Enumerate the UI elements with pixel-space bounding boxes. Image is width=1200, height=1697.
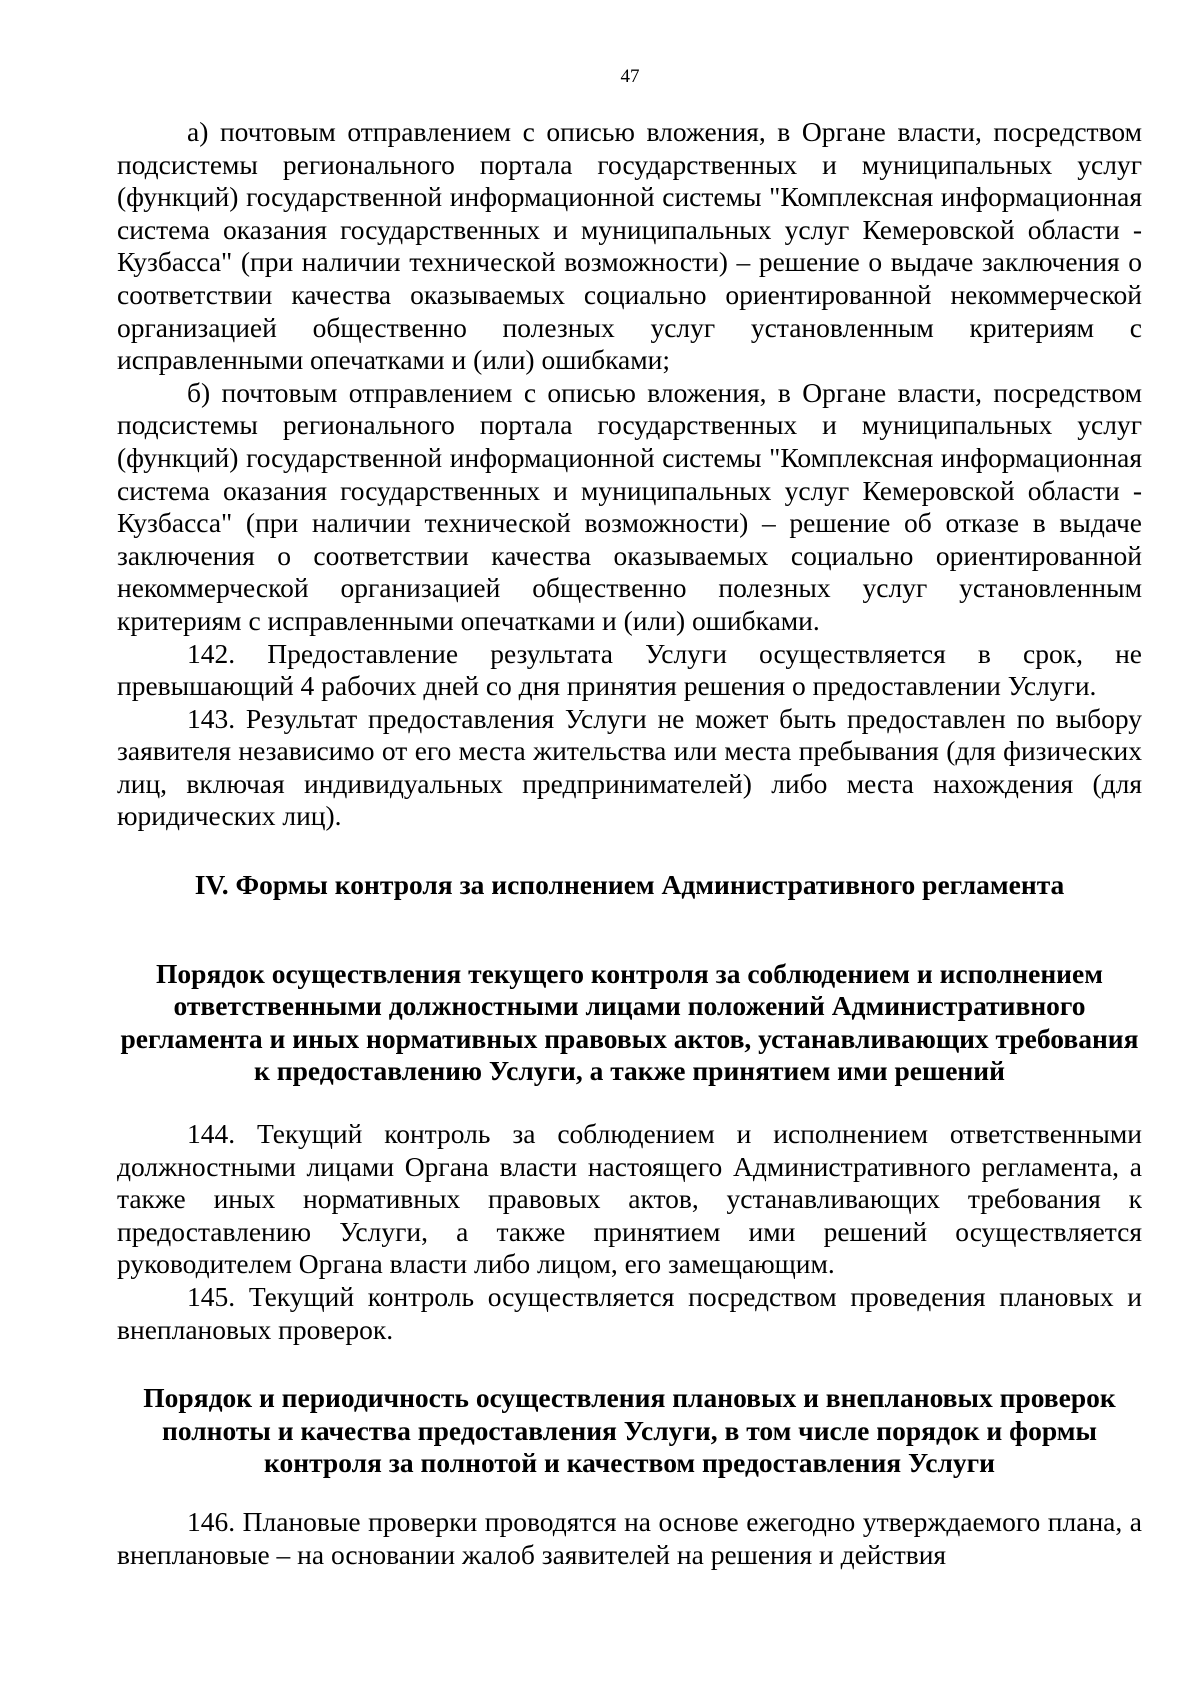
page-number: 47 [620, 66, 640, 87]
document-body [117, 116, 1142, 1571]
paragraph-146: 146. Плановые проверки проводятся на основе ежегодно утверждаемого плана, а внеплановые – на основании жалоб заявителей на решения и действия [117, 1505, 1142, 1570]
paragraph-143: 143. Результат предоставления Услуги не может быть предоставлен по выбору заявителя независимо от его места жительства или места пребывания (для физических лиц, включая индивидуальных предпринимателей) либо места нахождения (для юридических лиц). [117, 702, 1142, 832]
paragraph-144: 144. Текущий контроль за соблюдением и исполнением ответственными должностными лицами Органа власти настоящего Административного регламента, а также иных нормативных правовых актов, устанавливающих требования к предоставлению Услуги, а также принятием ими решений осуществляется руководителем Органа власти либо лицом, его замещающим. [117, 1118, 1142, 1280]
subheading-inspections: Порядок и периодичность осуществления плановых и внеплановых проверок полноты и качества предоставления Услуги, в том числе порядок и формы контроля за полнотой и качеством предоставления Услуги [143, 1382, 1116, 1479]
paragraph-145: 145. Текущий контроль осуществляется посредством проведения плановых и внеплановых проверок. [117, 1281, 1142, 1345]
section-heading: IV. Формы контроля за исполнением Административного регламента [194, 869, 1065, 901]
subheading-current-control: Порядок осуществления текущего контроля за соблюдением и исполнением ответственными должностными лицами положений Административного регламента и иных нормативных правовых актов, устанавливающих требования к предоставлению Услуги, а также принятием ими решений [120, 957, 1139, 1087]
paragraph-b: б) почтовым отправлением с описью вложения, в Органе власти, посредством подсистемы регионального портала государственных и муниципальных услуг (функций) государственной информационной системы "Комплексная информационная система оказания государственных и муниципальных услуг Кемеровской области - Кузбасса" (при наличии технической возможности) – решение об отказе в выдаче заключения о соответствии качества оказываемых социально ориентированной некоммерческой организацией общественно полезных услуг установленным критериям с исправленными опечатками и (или) ошибками. [117, 376, 1142, 636]
paragraph-a: а) почтовым отправлением с описью вложения, в Органе власти, посредством подсистемы регионального портала государственных и муниципальных услуг (функций) государственной информационной системы "Комплексная информационная система оказания государственных и муниципальных услуг Кемеровской области - Кузбасса" (при наличии технической возможности) – решение о выдаче заключения о соответствии качества оказываемых социально ориентированной некоммерческой организацией общественно полезных услуг установленным критериям с исправленными опечатками и (или) ошибками; [117, 116, 1142, 376]
paragraph-142: 142. Предоставление результата Услуги осуществляется в срок, не превышающий 4 рабочих дней со дня принятия решения о предоставлении Услуги. [117, 637, 1142, 702]
